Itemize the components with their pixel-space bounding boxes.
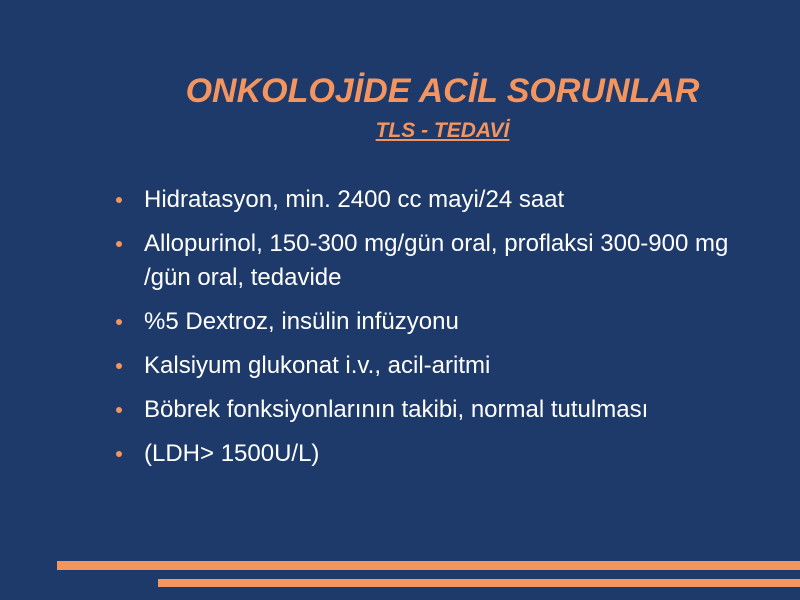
bullet-dot-icon bbox=[116, 407, 122, 413]
bullet-dot-icon bbox=[116, 319, 122, 325]
decorative-line-top bbox=[57, 561, 800, 570]
bullet-text: Allopurinol, 150-300 mg/gün oral, proflaksi 300-900 mg /gün oral, tedavide bbox=[144, 230, 729, 291]
bullet-item-bobrek bbox=[112, 393, 752, 427]
bullet-item-kalsiyum bbox=[112, 349, 752, 383]
bullet-dot-icon bbox=[116, 451, 122, 457]
bullet-dot-icon bbox=[116, 197, 122, 203]
bullet-dot-icon bbox=[116, 363, 122, 369]
bullet-item-ldh bbox=[112, 437, 752, 471]
decorative-line-bottom bbox=[158, 579, 800, 587]
bullet-text: Hidratasyon, min. 2400 cc mayi/24 saat bbox=[144, 186, 565, 213]
bullet-dot-icon bbox=[116, 241, 122, 247]
slide-title: ONKOLOJİDE ACİL SORUNLAR bbox=[185, 72, 700, 110]
bullet-item-allopurinol bbox=[112, 227, 752, 295]
bullet-text: %5 Dextroz, insülin infüzyonu bbox=[144, 308, 459, 335]
bullet-text: (LDH> 1500U/L) bbox=[144, 440, 320, 467]
bullet-text: Kalsiyum glukonat i.v., acil-aritmi bbox=[144, 352, 491, 379]
slide-subtitle: TLS - TEDAVİ bbox=[375, 119, 510, 142]
bullet-text: Böbrek fonksiyonlarının takibi, normal tutulması bbox=[144, 396, 649, 423]
bullet-item-dextroz bbox=[112, 305, 752, 339]
bullet-item-hidratasyon bbox=[112, 183, 752, 217]
bullet-list bbox=[112, 183, 752, 481]
